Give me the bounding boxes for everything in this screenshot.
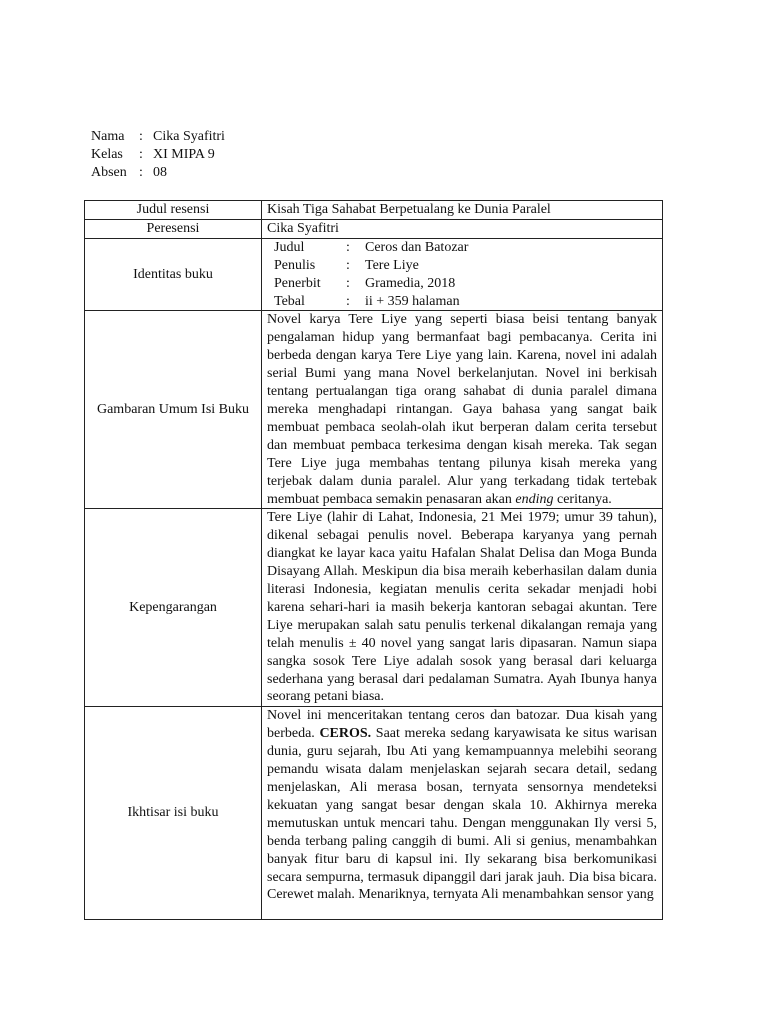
ikhtisar-text-start: Novel ini menceritakan tentang ceros dan batozar. Dua kisah yang berbeda. <box>267 708 657 742</box>
identitas-row-tebal <box>274 293 657 311</box>
identitas-row-penerbit <box>274 275 657 293</box>
student-name-label: Nama <box>91 129 125 144</box>
gambaran-text-italic: ending <box>515 491 554 507</box>
identitas-key: Penerbit <box>274 275 321 291</box>
kepengarangan-label: Kepengarangan <box>85 509 262 707</box>
student-class-separator: : <box>139 147 143 162</box>
review-table <box>84 200 663 920</box>
kepengarangan-text: Tere Liye (lahir di Lahat, Indonesia, 21 Mei 1979; umur 39 tahun), dikenal sebagai penulis novel. Beberapa karyanya yang pernah diangkat ke layar kaca yaitu Hafalan Shalat Delisa dan Moga Bunda Disayang Allah. Meskipun dia bisa meraih keberhasilan dalam dunia literasi Indonesia, kegiatan menulis cerita sekadar menjadi hobi karena sehari-hari ia masih bekerja kantoran sebagai akuntan. Tere Liye merupakan salah satu penulis terkenal dikalangan remaja yang telah menulis ± 40 novel yang sangat laris dipasaran. Namun siapa sangka sosok Tere Liye adalah sosok yang berasal dari keluarga sederhana yang berasal dari pedalaman Sumatra. Ayah Ibunya hanya seorang petani biasa. <box>262 509 663 707</box>
ikhtisar-text <box>267 707 657 919</box>
student-absen-separator: : <box>139 165 143 180</box>
peresensi-label: Peresensi <box>85 219 262 238</box>
identitas-key: Judul <box>274 239 305 255</box>
peresensi-value: Cika Syafitri <box>262 219 663 238</box>
student-class-value: XI MIPA 9 <box>153 147 215 162</box>
gambaran-text-end: ceritanya. <box>553 491 612 507</box>
identitas-separator: : <box>346 275 350 291</box>
table-row-kepengarangan <box>85 509 663 707</box>
student-name-separator: : <box>139 129 143 144</box>
identitas-value: Ceros dan Batozar <box>365 239 469 255</box>
identitas-buku-label: Identitas buku <box>85 238 262 311</box>
gambaran-text-main: Novel karya Tere Liye yang seperti biasa beisi tentang banyak pengalaman hidup yang bermanfaat bagi pembacanya. Cerita ini berbeda dengan karya Tere Liye yang lain. Karena, novel ini adalah serial Bumi yang mana Novel berkelanjutan. Novel ini berkisah tentang pertualangan tiga orang sahabat di dunia paralel dimana mereka menghadapi rintangan. Gaya bahasa yang sangat baik membuat pembaca seolah-olah ikut berperan dalam cerita tersebut dan membuat pembaca terkesima dengan kisah mereka. Tak segan Tere Liye juga membahas tentang pilunya kisah mereka yang terjebak dalam dunia paralel. Alur yang terkadang tidak tertebak membuat pembaca semakin penasaran akan <box>267 312 657 507</box>
table-row-ikhtisar <box>85 707 663 920</box>
judul-resensi-value: Kisah Tiga Sahabat Berpetualang ke Dunia Paralel <box>262 201 663 220</box>
gambaran-umum-label: Gambaran Umum Isi Buku <box>85 311 262 509</box>
identitas-value: ii + 359 halaman <box>365 293 460 309</box>
student-class-label: Kelas <box>91 147 123 162</box>
ikhtisar-text-bold: CEROS. <box>319 726 372 742</box>
ikhtisar-label: Ikhtisar isi buku <box>85 707 262 920</box>
student-name-value: Cika Syafitri <box>153 129 225 144</box>
gambaran-umum-text <box>262 311 663 509</box>
identitas-key: Tebal <box>274 293 305 309</box>
identitas-separator: : <box>346 239 350 255</box>
identitas-buku-details <box>262 238 663 311</box>
student-info <box>91 128 225 182</box>
identitas-separator: : <box>346 293 350 309</box>
identitas-row-penulis <box>274 257 657 275</box>
ikhtisar-text-cell <box>262 707 663 920</box>
student-class-row <box>91 146 225 164</box>
student-absen-row <box>91 164 225 182</box>
table-row-gambaran <box>85 311 663 509</box>
table-row-peresensi <box>85 219 663 238</box>
table-row-identitas <box>85 238 663 311</box>
judul-resensi-label: Judul resensi <box>85 201 262 220</box>
student-absen-label: Absen <box>91 165 127 180</box>
student-name-row <box>91 128 225 146</box>
identitas-separator: : <box>346 257 350 273</box>
student-absen-value: 08 <box>153 165 167 180</box>
identitas-row-judul <box>274 239 657 257</box>
table-row-judul <box>85 201 663 220</box>
identitas-value: Gramedia, 2018 <box>365 275 456 291</box>
ikhtisar-text-rest: Saat mereka sedang karyawisata ke situs warisan dunia, guru sejarah, Ibu Ati yang kemampuannya melebihi seorang pemandu wisata dalam menjelaskan sejarah secara detail, sedang menjelaskan, Ali merasa bosan, ternyata sensornya mendeteksi kekuatan yang sangat besar dengan skala 10. Akhirnya mereka memutuskan untuk mencari tahu. Dengan menggunakan Ily versi 5, benda terbang paling canggih di bumi. Ali si genius, menambahkan banyak fitur baru di kapsul ini. Ily sekarang bisa berkomunikasi secara sempurna, termasuk dipanggil dari jarak jauh. Dia bisa bicara. Cerewet malah. Menariknya, ternyata Ali menambahkan sensor yang <box>267 726 657 903</box>
identitas-key: Penulis <box>274 257 316 273</box>
identitas-value: Tere Liye <box>365 257 419 273</box>
